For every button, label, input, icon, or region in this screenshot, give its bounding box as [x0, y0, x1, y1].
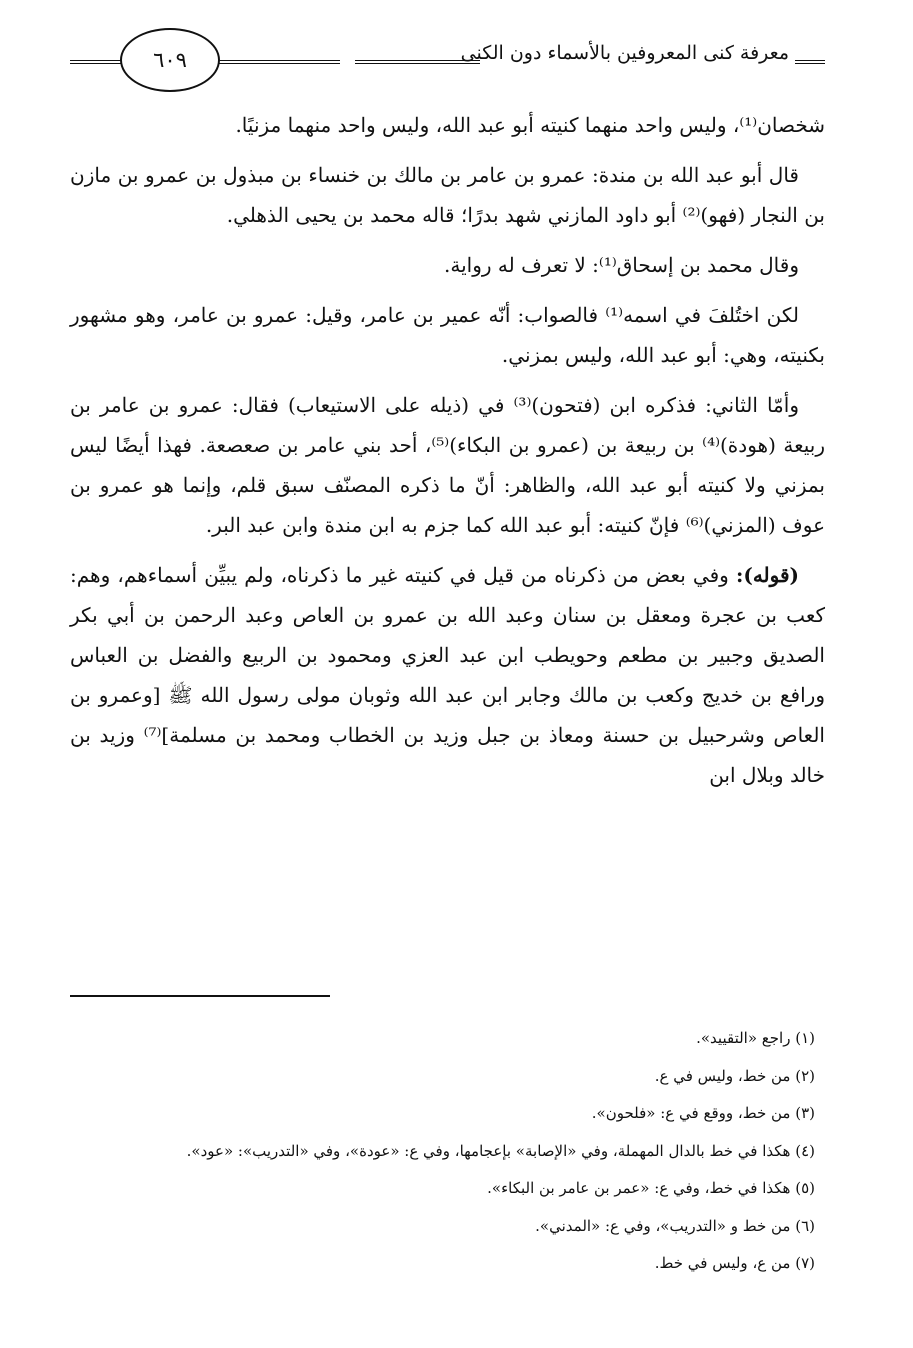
footnotes [70, 1020, 815, 1283]
footnote-separator [70, 995, 330, 997]
footnote: (١) راجع «التقييد». [696, 1029, 815, 1047]
footnote: (٧) من ع، وليس في خط. [654, 1254, 815, 1272]
page-number: ٦٠٩ [120, 28, 220, 92]
footnote: (٢) من خط، وليس في ع. [654, 1066, 815, 1085]
book-page [70, 20, 825, 1320]
running-title: معرفة كنى المعروفين بالأسماء دون الكنى [460, 42, 789, 64]
footnote: (٥) هكذا في خط، وفي ع: «عمر بن عامر بن البكاء». [487, 1179, 815, 1197]
paragraph: وأمّا الثاني: فذكره ابن (فتحون)⁽³⁾ في (ذيله على الاستيعاب) فقال: عمرو بن عامر بن ربيعة (هودة)⁽⁴⁾ بن ربيعة بن (عمرو بن البكاء)⁽⁵⁾، أحد بني عامر بن صعصعة. فهذا أيضًا ليس بمزني ولا كنيته أبو عبد الله، والظاهر: أنّ ما ذكره المصنّف سبق قلم، وإنما هو عمرو بن عوف (المزني)⁽⁶⁾ فإنّ كنيته: أبو عبد الله كما جزم به ابن مندة وابن عبد البر. [70, 393, 825, 537]
paragraph: وقال محمد بن إسحاق⁽¹⁾: لا تعرف له رواية. [444, 253, 799, 277]
paragraph-label: (قوله): [735, 563, 799, 587]
header-rule [795, 60, 825, 64]
footnote: (٤) هكذا في خط بالدال المهملة، وفي «الإصابة» بإعجامها، وفي ع: «عودة»، وفي «التدريب»: «عود». [186, 1141, 815, 1160]
footnote: (٦) من خط و «التدريب»، وفي ع: «المدني». [535, 1216, 815, 1235]
header-rule [355, 60, 480, 64]
main-text [70, 105, 825, 805]
paragraph: قال أبو عبد الله بن مندة: عمرو بن عامر بن مالك بن خنساء بن مبذول بن عمرو بن مازن بن النجار (فهو)⁽²⁾ أبو داود المازني شهد بدرًا؛ قاله محمد بن يحيى الذهلي. [70, 163, 825, 227]
paragraph: لكن اختُلفَ في اسمه⁽¹⁾ فالصواب: أنّه عمير بن عامر، وقيل: عمرو بن عامر، وهو مشهور بكنيته، وهي: أبو عبد الله، وليس بمزني. [70, 303, 825, 367]
footnote: (٣) من خط، ووقع في ع: «فلحون». [591, 1104, 815, 1122]
paragraph: شخصان⁽¹⁾، وليس واحد منهما كنيته أبو عبد الله، وليس واحد منهما مزنيًا. [235, 113, 825, 137]
page-header [70, 20, 825, 90]
paragraph-text: وفي بعض من ذكرناه من قيل في كنيته غير ما ذكرناه، ولم يبيِّن أسماءهم، وهم: كعب بن عجرة ومعقل بن سنان وعبد الله بن عمرو بن العاص وعبد الرحمن بن أبي بكر الصديق وجبير بن مطعم وحويطب ابن عبد العزي ومحمود بن الربيع والفضل بن العباس ورافع بن خديج وكعب بن مالك وجابر ابن عبد الله وثوبان مولى رسول الله ﷺ [وعمرو بن العاص وشرحبيل بن حسنة ومعاذ بن جبل وزيد بن الخطاب ومحمد بن مسلمة]⁽⁷⁾ وزيد بن خالد وبلال ابن [70, 563, 825, 787]
paragraph [70, 555, 825, 795]
